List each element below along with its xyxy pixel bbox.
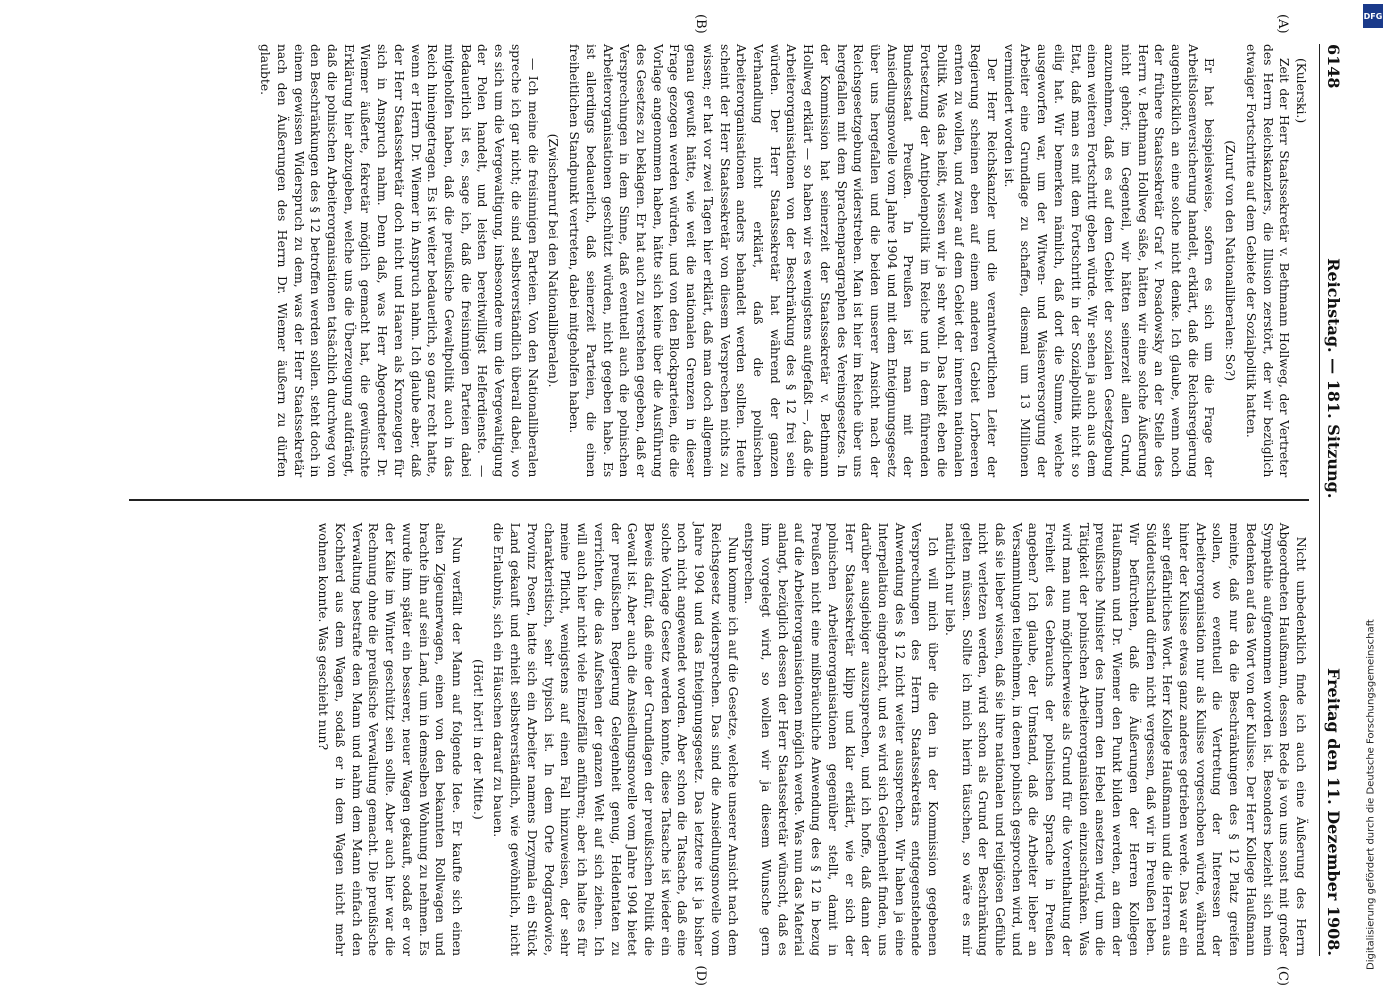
paragraph: Nun komme ich auf die Gesetze, welche unserer Ansicht nach dem Reichsgesetz widersprechen. Das sind die Ansiedlungsnovelle vom Jahre 1904 und das Enteignungsgesetz. Das letztere ist ja bisher noch nicht angewendet worden. Aber schon die Tatsache, daß eine solche Vorlage Gesetz werden konnte, diese Tatsache ist wieder ein Beweis dafür, daß eine der Grundlagen der preußischen Politik die Gewalt ist. Aber auch die Ansiedlungsnovelle vom Jahre 1904 bietet der preußischen Regierung Gelegenheit genug, Heldentaten zu verrichten, die das Aufsehen der ganzen Welt auf sich ziehen. Ich will auch hier nicht viele Einzelfälle anführen; aber ich halte es für meine Pflicht, wenigstens auf einen Fall hinzuweisen, der sehr charakteristisch, sehr typisch ist. In dem Orte Podgradowice, Provinz Posen, hatte sich ein Arbeiter namens Drzymala ein Stück Land gekauft und erhielt selbstverständlich, wie gewöhnlich, nicht die Erlaubnis, sich ein Häuschen darauf zu bauen. — [491, 522, 740, 956]
rotated-page — [7, 10, 1377, 990]
margin-marker-a: (A) — [1274, 14, 1290, 34]
text-columns — [129, 14, 1309, 986]
margin-marker-c: (C) — [1274, 965, 1290, 986]
paragraph: Nicht unbedenklich finde ich auch eine Äußerung des Herrn Abgeordneten Haußmann, dessen Rede ja von uns sonst mit großer Sympathie aufgenommen worden ist. Besonders bezieht sich mein Bedenken auf das Wort von der Kulisse. Der Herr Kollege Haußmann meinte, daß nur da die Beschränkungen des § 12 Platz greifen sollen, wo eventuell die Vertretung der Interessen der Arbeiterorganisation nur als Kulisse vorgeschoben würde, während hinter der Kulisse etwas ganz anderes getrieben werde. Das war ein sehr gefährliches Wort. Herr Kollege Haußmann und die Herren aus Süddeutschland dürfen nicht vergessen, daß wir in Preußen leben. Wir befürchten, daß die Äußerungen der Herren Kollegen Haußmann und Dr. Wiemer den Punkt bilden werden, an dem der preußische Minister des Innern den Hebel ansetzen wird, um die Tätigkeit der polnischen Arbeiterorganisation einzuschränken. Was wird man nun möglicherweise als Grund für die Vorenthaltung der Freiheit des Gebrauchs der polnischen Sprache in Preußen angeben? Ich glaube, der Umstand, daß die Arbeiter lieber an Versammlungen teilnehmen, in denen polnisch gesprochen wird, und daß sie lieber wissen, daß sie ihre nationalen und religiösen Gefühle nicht verletzen werden, wird schon als Grund der Beschränkung gelten müssen. Sollte ich mich hierin täuschen, so wäre es mir natürlich nur lieb. — [942, 522, 1308, 956]
margin-marker-d: (D) — [692, 965, 708, 986]
header-date: Freitag den 11. Dezember 1908. — [1323, 668, 1343, 956]
paragraph: (Zuruf von den Nationalliberalen: So?) — [1222, 140, 1237, 382]
margin-marker-b: (B) — [692, 14, 708, 34]
paragraph: (Kulerski.) — [1293, 58, 1308, 124]
paragraph: Nun verfällt der Mann auf folgende Idee. Er kaufte sich einen alten Zigeunerwagen, einen von den bekannten Rollwagen und brachte ihn auf sein Land, um in demselben Wohnung zu nehmen. Es wurde ihm später ein besserer, neuer Wagen gekauft, sodaß er vor der Kälte im Winter geschützt sein sollte. Aber auch hier war die Rechnung ohne die preußische Verwaltung gemacht. Die preußische Verwaltung bestrafte den Mann und nahm dem Mann einfach den Kochherd aus dem Wagen, sodaß er in dem Wagen nicht mehr wohnen konnte. Was geschieht nun? — [315, 522, 464, 956]
column-divider — [129, 499, 1309, 501]
left-column — [129, 14, 1309, 478]
header-session: Reichstag. — 181. Sitzung. — [1323, 258, 1343, 499]
right-column — [129, 522, 1309, 986]
digitization-credit: Digitalisierung gefördert durch die Deutsche Forschungsgemeinschaft — [1365, 619, 1377, 970]
paragraph: Er hat beispielsweise, sofern es sich um die Frage der Arbeitslosenversicherung handelt, erklärt, daß die Reichsregierung augenblicklich an eine solche nicht denke. Ich glaube, wenn noch der frühere Staatssekretär Graf v. Posadowsky an der Stelle des Herrn v. Bethmann Hollweg säße, hätten wir eine solche Äußerung nicht gehört; im Gegenteil, wir hätten seinerzeit allen Grund, anzunehmen, daß es auf dem Gebiet der sozialen Gesetzgebung einen weiteren Fortschritt geben würde. Wir sehen ja auch aus dem Etat, daß man es mit dem Fortschritt in der Sozialpolitik nicht so eilig hat. Wir bemerken nämlich, daß dort die Summe, welche ausgeworfen war, um der Witwen- und Waisenversorgung der Arbeiter eine Grundlage zu schaffen, diesmal um 13 Millionen vermindert worden ist. — [1001, 44, 1216, 478]
paragraph: Zeit der Herr Staatssekretär v. Bethmann Hollweg, der Vertreter des Herrn Reichskanzlers, die Illusion zerstört, der wir bezüglich etwaiger Fortschritte auf dem Gebiete der Sozialpolitik hatten. — [1243, 44, 1291, 478]
paragraph: Der Herr Reichskanzler und die verantwortlichen Leiter der Regierung scheinen eben auf einem anderen Gebiet Lorbeeren ernten zu wollen, und zwar auf dem Gebiet der inneren nationalen Politik. Was das heißt, wissen wir ja sehr wohl. Das heißt eben die Fortsetzung der Antipolenpolitik im Reiche und in dem führenden Bundesstaat Preußen. In Preußen ist man mit der Ansiedlungsnovelle vom Jahre 1904 und mit dem Enteignungsgesetz über uns hergefallen und die beiden unserer Ansicht nach der Reichsgesetzgebung widerstreben. Man ist hier im Reiche über uns hergefallen mit dem Sprachenparagraphen des Vereinsgesetzes. In der Kommission hat seinerzeit der Staatssekretär v. Bethmann Hollweg erklärt — so haben wir es wenigstens aufgefaßt —, daß die Arbeiterorganisationen von der Beschränkung des § 12 frei sein würden. Der Herr Staatssekretär hat während der ganzen Verhandlung nicht erklärt, daß die polnischen Arbeiterorganisationen anders behandelt werden sollten. Heute scheint der Herr Staatssekretär von diesem Versprechen nichts zu wissen; er hat vor zwei Tagen hier erklärt, daß man doch allgemein genau gewußt hätte, wie weit die nationalen Grenzen in dieser Frage gezogen werden würden, und von den Blockparteien, die die Vorlage angenommen haben, hätte sich keine über die Ausführung des Gesetzes zu beklagen. Er hat auch zu verstehen gegeben, daß er Versprechungen in dem Sinne, daß eventuell auch die polnischen Arbeiterorganisationen geschützt würden, nicht gegeben habe. Es ist allerdings bedauerlich, daß seinerzeit Parteien, die einen freiheitlichen Standpunkt vertreten, dabei mitgeholfen haben. — [566, 44, 999, 478]
paragraph: Ich will mich über die den in der Kommission gegebenen Versprechungen des Herrn Staatssekretärs entgegenstehende Anwendung des § 12 nicht weiter aussprechen. Wir haben ja eine Interpellation eingebracht, und es wird sich Gelegenheit finden, uns darüber ausgiebiger auszusprechen, und ich hoffe, daß dann der Herr Staatssekretär klipp und klar erklärt, wie er sich der polnischen Arbeiterorganisationen gegenüber stellt, damit in Preußen nicht eine mißbräuchliche Anwendung des § 12 in bezug auf die Arbeiterorganisationen möglich werde. Was nun das Material anlangt, bezüglich dessen der Herr Staatssekretär wünscht, daß es ihm vorgelegt wird, so wollen wir ja diesem Wunsche gern entsprechen. — [741, 522, 940, 956]
paragraph: (Hört! hört! in der Mitte.) — [470, 659, 485, 820]
page-number: 6148 — [1323, 44, 1343, 89]
dfg-logo: DFG — [1363, 4, 1383, 28]
page-header — [1319, 44, 1343, 956]
paragraph: (Zwischenruf bei den Nationalliberalen). — [545, 133, 560, 388]
paragraph: — Ich meine die freisinnigen Parteien. Von den Nationalliberalen spreche ich gar nicht; die sind selbstverständlich überall dabei, wo es sich um die Vergewaltigung, insbesondere um die Vergewaltigung der Polen handelt, und leisten bereitwilligst Helferdienste. — Bedauerlich ist es, sage ich, daß die freisinnigen Parteien dabei mitgeholfen haben, daß die preußische Gewaltpolitik auch in das Reich hineingetragen. Es ist weiter bedauerlich, so ganz recht hatte, wenn er Herrn Dr. Wiemer in Anspruch nahm. Ich glaube aber, daß der Herr Staatssekretär doch nicht und Haaren als Kronzeugen für sich in Anspruch nahm. Denn daß, was Herr Abgeordneter Dr. Wiemer äußerte, fekretär möglich gemacht hat, die gewünschte Erklärung hier abzugeben, welche uns die Überzeugung aufdrängt, daß die polnischen Arbeiterorganisationen tatsächlich durchweg von den Beschränkungen des § 12 betroffen werden sollen. steht doch in einem gewissen Widerspruch zu dem, was der Herr Staatssekretär nach den Äußerungen des Herrn Dr. Wiemer äußern zu dürfen glaubte. — [257, 44, 540, 478]
